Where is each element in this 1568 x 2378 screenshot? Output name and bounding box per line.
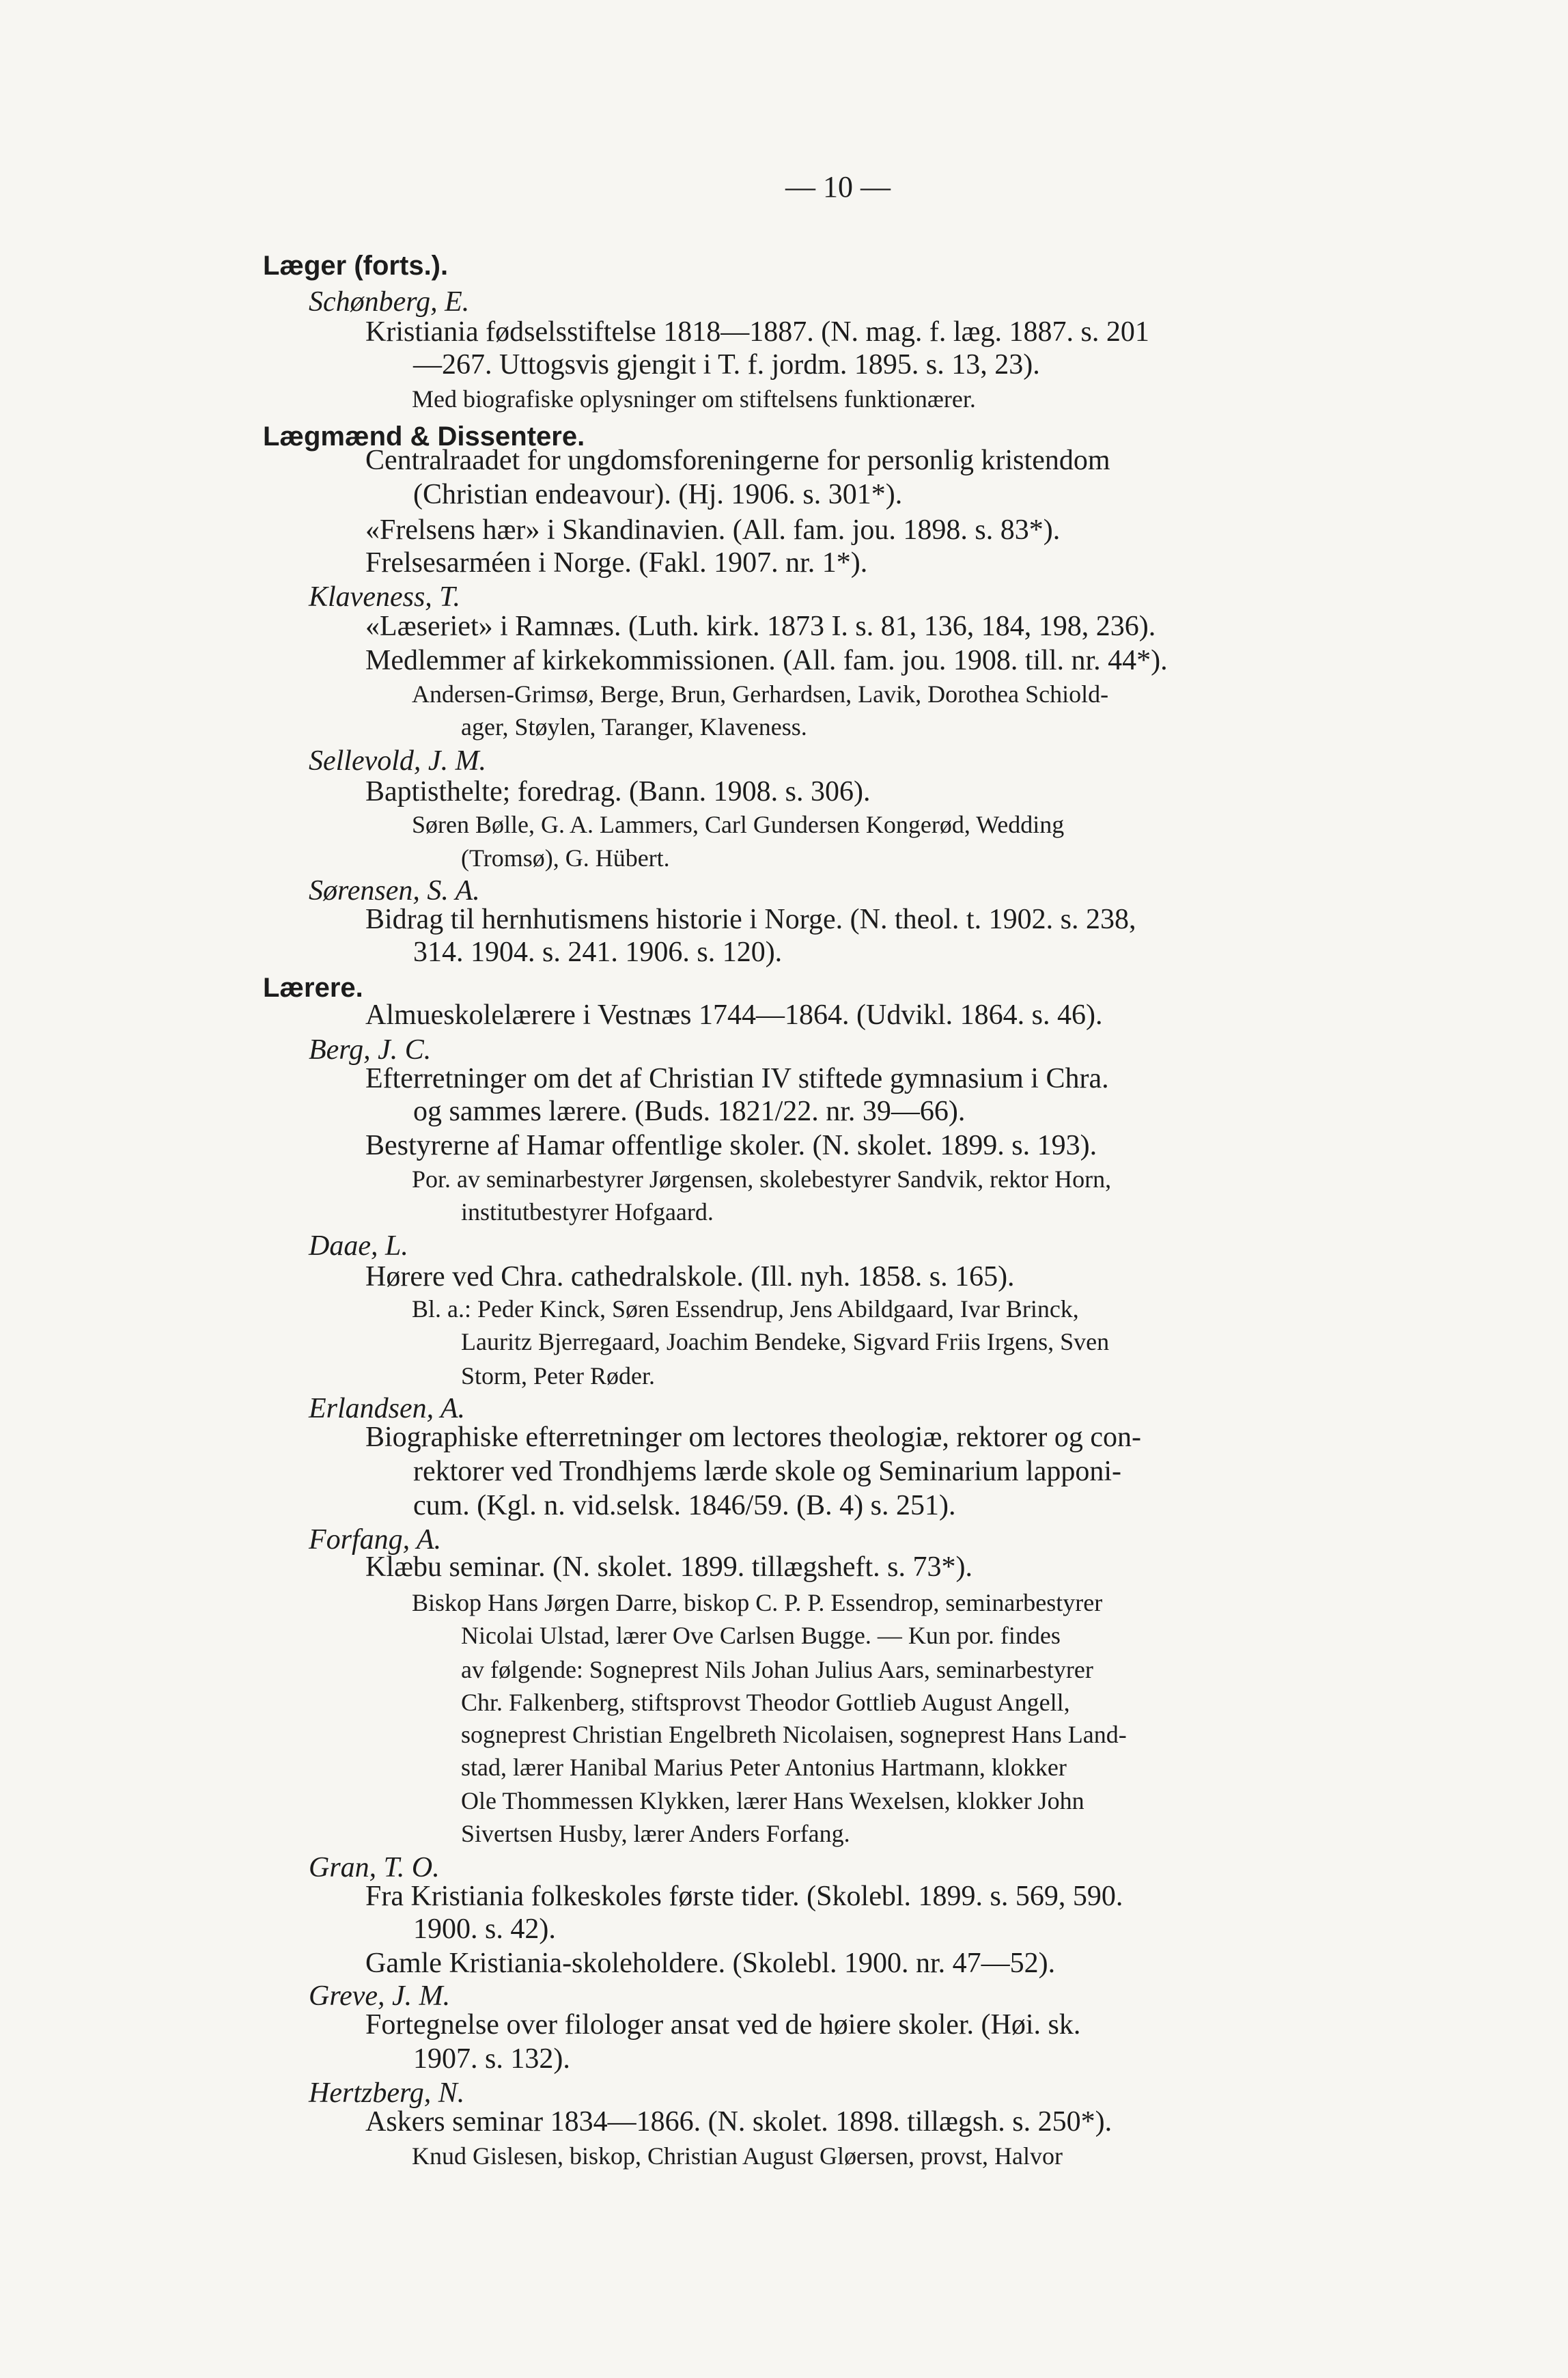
entry-title: Gamle Kristiania-skoleholdere. (Skolebl. 1900. nr. 47—52). bbox=[365, 1948, 1056, 1979]
entry-title: Bestyrerne af Hamar offentlige skoler. (N. skolet. 1899. s. 193). bbox=[365, 1130, 1097, 1161]
entry-title: «Læseriet» i Ramnæs. (Luth. kirk. 1873 I. s. 81, 136, 184, 198, 236). bbox=[365, 611, 1156, 642]
entry-title: Askers seminar 1834—1866. (N. skolet. 1898. tillægsh. s. 250*). bbox=[365, 2106, 1112, 2138]
entry-continuation: og sammes lærere. (Buds. 1821/22. nr. 39—66). bbox=[413, 1096, 966, 1127]
entry-note-continuation: Storm, Peter Røder. bbox=[461, 1362, 655, 1390]
entry-title: Fortegnelse over filologer ansat ved de høiere skoler. (Høi. sk. bbox=[365, 2009, 1081, 2041]
entry-continuation: 1907. s. 132). bbox=[413, 2043, 570, 2075]
author-name: Gran, T. O. bbox=[309, 1852, 440, 1883]
entry-note-continuation: Chr. Falkenberg, stiftsprovst Theodor Gottlieb August Angell, bbox=[461, 1689, 1070, 1716]
entry-note: Knud Gislesen, biskop, Christian August Gløersen, provst, Halvor bbox=[412, 2142, 1063, 2170]
entry-title: Almueskolelærere i Vestnæs 1744—1864. (Udvikl. 1864. s. 46). bbox=[365, 999, 1103, 1031]
entry-continuation: cum. (Kgl. n. vid.selsk. 1846/59. (B. 4) s. 251). bbox=[413, 1490, 956, 1521]
entry-title: Fra Kristiania folkeskoles første tider. (Skolebl. 1899. s. 569, 590. bbox=[365, 1881, 1123, 1912]
entry-title: Baptisthelte; foredrag. (Bann. 1908. s. 306). bbox=[365, 776, 871, 807]
entry-continuation: rektorer ved Trondhjems lærde skole og Seminarium lapponi- bbox=[413, 1456, 1122, 1487]
entry-title: «Frelsens hær» i Skandinavien. (All. fam. jou. 1898. s. 83*). bbox=[365, 514, 1061, 546]
section-heading: Lægmænd & Dissentere. bbox=[263, 421, 585, 452]
entry-note: Søren Bølle, G. A. Lammers, Carl Gundersen Kongerød, Wedding bbox=[412, 811, 1065, 838]
entry-note-continuation: (Tromsø), G. Hübert. bbox=[461, 844, 670, 872]
entry-note-continuation: stad, lærer Hanibal Marius Peter Antonius Hartmann, klokker bbox=[461, 1754, 1067, 1781]
entry-title: Centralraadet for ungdomsforeningerne for personlig kristendom bbox=[365, 445, 1110, 476]
entry-title: Frelsesarméen i Norge. (Fakl. 1907. nr. 1*). bbox=[365, 547, 868, 579]
author-name: Klaveness, T. bbox=[309, 581, 461, 613]
entry-title: Efterretninger om det af Christian IV stiftede gymnasium i Chra. bbox=[365, 1063, 1109, 1094]
entry-title: Medlemmer af kirkekommissionen. (All. fam. jou. 1908. till. nr. 44*). bbox=[365, 645, 1168, 676]
author-name: Erlandsen, A. bbox=[309, 1393, 466, 1424]
entry-continuation: —267. Uttogsvis gjengit i T. f. jordm. 1895. s. 13, 23). bbox=[413, 349, 1040, 381]
entry-note-continuation: Ole Thommessen Klykken, lærer Hans Wexelsen, klokker John bbox=[461, 1787, 1084, 1814]
author-name: Berg, J. C. bbox=[309, 1034, 432, 1066]
entry-note-continuation: institutbestyrer Hofgaard. bbox=[461, 1198, 714, 1226]
entry-note-continuation: Lauritz Bjerregaard, Joachim Bendeke, Sigvard Friis Irgens, Sven bbox=[461, 1328, 1110, 1355]
entry-note-continuation: Sivertsen Husby, lærer Anders Forfang. bbox=[461, 1820, 850, 1847]
entry-note: Biskop Hans Jørgen Darre, biskop C. P. P. Essendrop, seminarbestyrer bbox=[412, 1589, 1103, 1616]
entry-note-continuation: Nicolai Ulstad, lærer Ove Carlsen Bugge. — Kun por. findes bbox=[461, 1622, 1061, 1649]
entry-note: Med biografiske oplysninger om stiftelsens funktionærer. bbox=[412, 385, 976, 413]
author-name: Schønberg, E. bbox=[309, 286, 470, 318]
entry-title: Bidrag til hernhutismens historie i Norge. (N. theol. t. 1902. s. 238, bbox=[365, 904, 1136, 935]
entry-note: Andersen-Grimsø, Berge, Brun, Gerhardsen, Lavik, Dorothea Schiold- bbox=[412, 680, 1109, 708]
author-name: Hertzberg, N. bbox=[309, 2077, 465, 2109]
entry-note: Bl. a.: Peder Kinck, Søren Essendrup, Jens Abildgaard, Ivar Brinck, bbox=[412, 1295, 1079, 1323]
entry-title: Klæbu seminar. (N. skolet. 1899. tillægsheft. s. 73*). bbox=[365, 1551, 972, 1583]
entry-note-continuation: av følgende: Sogneprest Nils Johan Julius Aars, seminarbestyrer bbox=[461, 1656, 1093, 1683]
entry-continuation: (Christian endeavour). (Hj. 1906. s. 301*). bbox=[413, 479, 903, 510]
entry-title: Kristiania fødselsstiftelse 1818—1887. (N. mag. f. læg. 1887. s. 201 bbox=[365, 316, 1149, 348]
entry-continuation: 314. 1904. s. 241. 1906. s. 120). bbox=[413, 937, 783, 968]
entry-title: Hørere ved Chra. cathedralskole. (Ill. nyh. 1858. s. 165). bbox=[365, 1261, 1015, 1292]
entry-note-continuation: ager, Støylen, Taranger, Klaveness. bbox=[461, 713, 807, 741]
entry-title: Biographiske efterretninger om lectores theologiæ, rektorer og con- bbox=[365, 1422, 1141, 1453]
author-name: Daae, L. bbox=[309, 1230, 408, 1262]
author-name: Sørensen, S. A. bbox=[309, 875, 480, 907]
author-name: Sellevold, J. M. bbox=[309, 745, 487, 777]
entry-note-continuation: sogneprest Christian Engelbreth Nicolaisen, sogneprest Hans Land- bbox=[461, 1721, 1127, 1748]
section-heading: Lærere. bbox=[263, 973, 363, 1003]
section-heading: Læger (forts.). bbox=[263, 251, 449, 281]
page-number: — 10 — bbox=[785, 170, 891, 204]
author-name: Greve, J. M. bbox=[309, 1980, 451, 2012]
author-name: Forfang, A. bbox=[309, 1524, 442, 1556]
entry-continuation: 1900. s. 42). bbox=[413, 1913, 556, 1945]
entry-note: Por. av seminarbestyrer Jørgensen, skolebestyrer Sandvik, rektor Horn, bbox=[412, 1165, 1112, 1193]
